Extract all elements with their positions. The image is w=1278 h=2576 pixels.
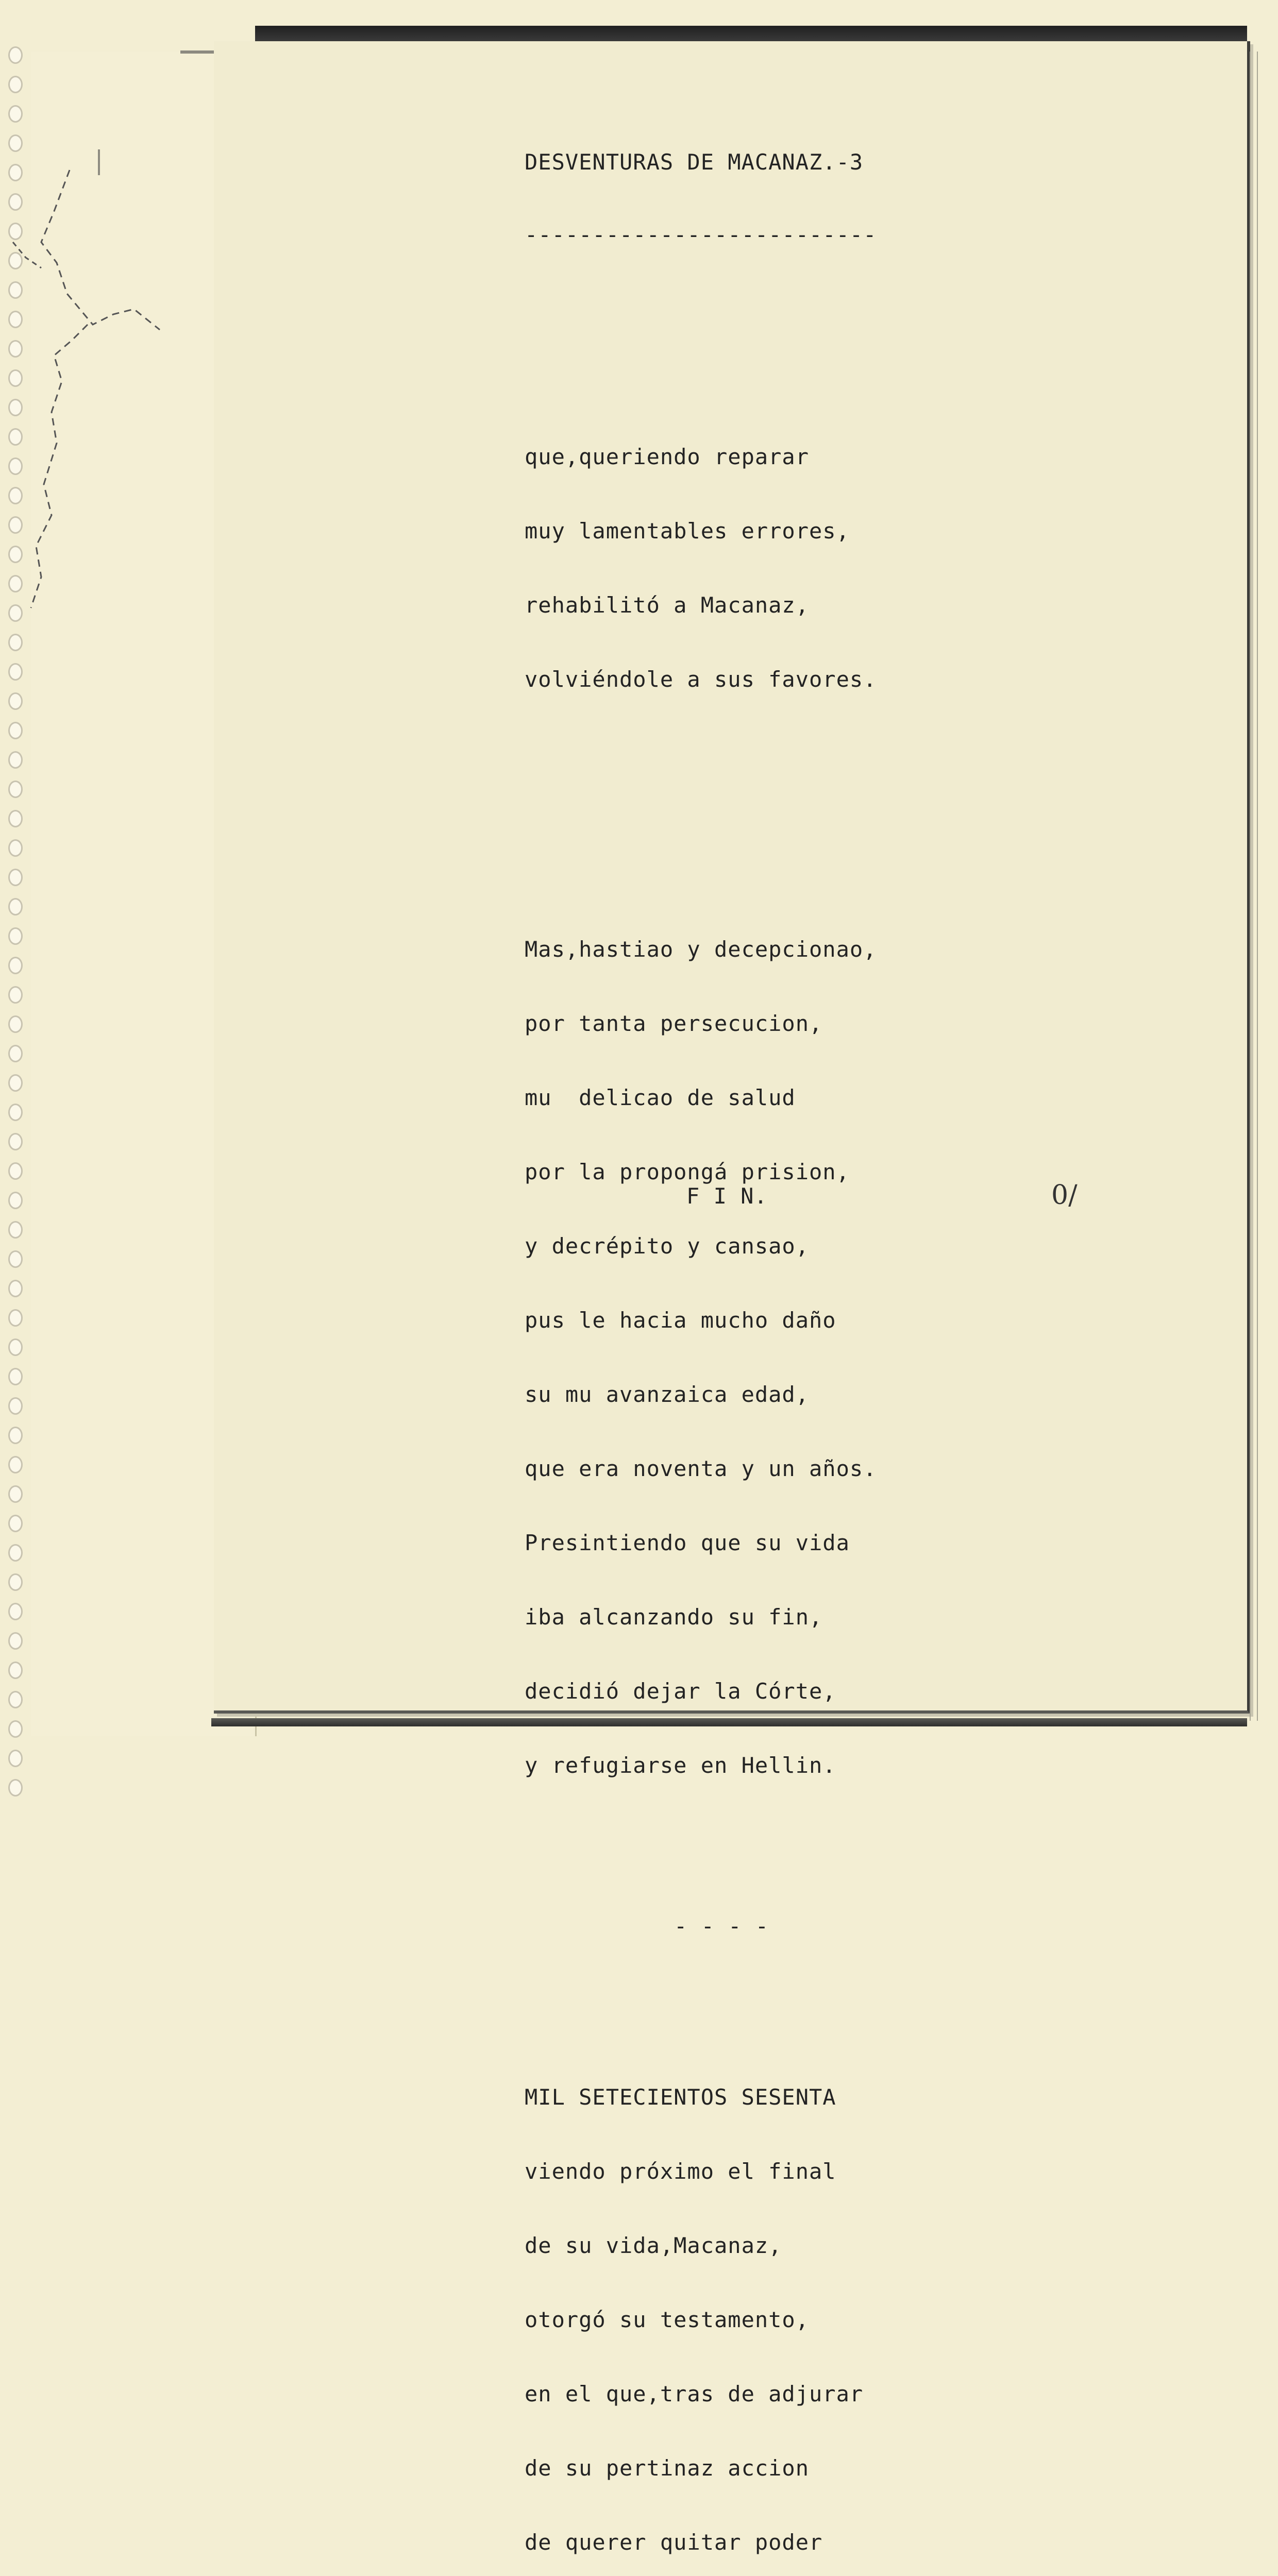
poem-line: que era noventa y un años. (525, 1456, 877, 1481)
page-title: DESVENTURAS DE MACANAZ.-3 (525, 149, 864, 175)
binding-ring-icon (8, 1192, 23, 1209)
poem-line: de su vida,Macanaz, (525, 2233, 782, 2258)
poem-line: de su pertinaz accion (525, 2455, 810, 2481)
binding-ring-icon (8, 1779, 23, 1797)
pencil-trace-icon (5, 155, 222, 644)
binding-ring-icon (8, 927, 23, 945)
binding-ring-icon (8, 751, 23, 769)
binding-ring-icon (8, 1280, 23, 1297)
fin-text: F I N. (686, 1183, 768, 1209)
binding-ring-icon (8, 1573, 23, 1591)
poem-line: y decrépito y cansao, (525, 1233, 810, 1259)
poem-line: MIL SETECIENTOS SESENTA (525, 2084, 836, 2110)
poem-line: volviéndole a sus favores. (525, 667, 877, 692)
binding-ring-icon (8, 810, 23, 827)
binding-ring-icon (8, 1485, 23, 1503)
title-underline: -------------------------- (525, 222, 877, 247)
binding-ring-icon (8, 1250, 23, 1268)
poem-line: iba alcanzando su fin, (525, 1604, 823, 1630)
poem-text (525, 100, 1169, 2576)
poem-line: viendo próximo el final (525, 2159, 836, 2184)
binding-ring-icon (8, 1397, 23, 1415)
binding-ring-icon (8, 1720, 23, 1738)
binding-ring-icon (8, 722, 23, 739)
binding-ring-icon (8, 986, 23, 1004)
binding-ring-icon (8, 1045, 23, 1062)
poem-line: mu delicao de salud (525, 1085, 796, 1110)
binding-ring-icon (8, 46, 23, 64)
binding-ring-icon (8, 957, 23, 974)
binding-ring-icon (8, 1456, 23, 1473)
binding-ring-icon (8, 1133, 23, 1150)
stanza-1 (525, 395, 1169, 741)
stanza-2 (525, 888, 1169, 1827)
binding-ring-icon (8, 1338, 23, 1356)
stanza-3 (525, 2036, 1169, 2576)
binding-ring-icon (8, 1427, 23, 1444)
poem-line: y refugiarse en Hellin. (525, 1753, 836, 1778)
binding-ring-icon (8, 1750, 23, 1767)
poem-line: que,queriendo reparar (525, 444, 810, 469)
binding-ring-icon (8, 76, 23, 93)
binding-ring-icon (8, 869, 23, 886)
binding-ring-icon (8, 839, 23, 857)
binding-ring-icon (8, 1162, 23, 1180)
poem-line: rehabilitó a Macanaz, (525, 592, 810, 618)
binding-ring-icon (8, 1662, 23, 1679)
binding-ring-icon (8, 1221, 23, 1239)
poem-line: otorgó su testamento, (525, 2307, 810, 2332)
poem-line: muy lamentables errores, (525, 518, 850, 544)
sheet-top-edge (255, 26, 1247, 41)
binding-ring-icon (8, 898, 23, 916)
poem-line: Presintiendo que su vida (525, 1530, 850, 1555)
binding-ring-icon (8, 692, 23, 710)
poem-line: en el que,tras de adjurar (525, 2381, 864, 2406)
binding-ring-icon (8, 1691, 23, 1708)
binding-ring-icon (8, 1603, 23, 1620)
poem-line: pus le hacia mucho daño (525, 1308, 836, 1333)
binding-ring-icon (8, 1309, 23, 1327)
poem-line: su mu avanzaica edad, (525, 1382, 810, 1407)
stanza-separator: - - - - (674, 1913, 769, 1939)
binding-ring-icon (8, 781, 23, 798)
binding-ring-icon (8, 105, 23, 123)
binding-ring-icon (8, 1515, 23, 1532)
binding-ring-icon (8, 1368, 23, 1385)
poem-line: de querer quitar poder (525, 2530, 823, 2555)
binding-ring-icon (8, 1544, 23, 1562)
binding-ring-icon (8, 134, 23, 152)
poem-line: por la propongá prision, (525, 1159, 850, 1184)
binding-ring-icon (8, 1074, 23, 1092)
binding-ring-icon (8, 1104, 23, 1121)
binding-ring-icon (8, 1015, 23, 1033)
page-stack-edges (1250, 52, 1258, 1721)
binding-ring-icon (8, 663, 23, 681)
poem-line: Mas,hastiao y decepcionao, (525, 937, 877, 962)
binding-ring-icon (8, 1632, 23, 1650)
poem-line: decidió dejar la Córte, (525, 1679, 836, 1704)
handwritten-mark: 0/ (1051, 1180, 1078, 1211)
poem-line: por tanta persecucion, (525, 1011, 823, 1036)
